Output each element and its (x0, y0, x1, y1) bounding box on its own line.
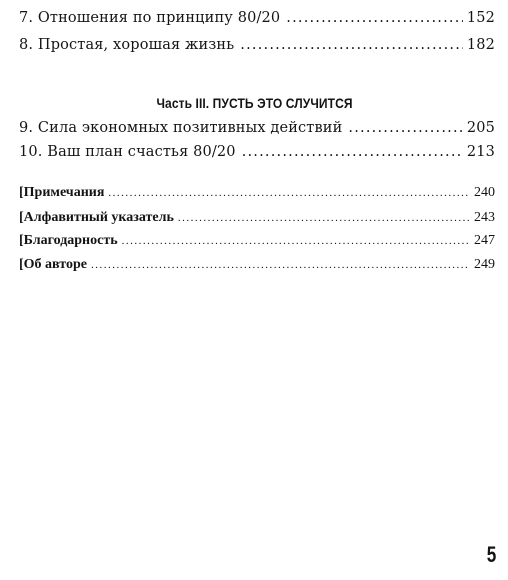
toc-entry-title: 9. Сила экономных позитивных действий (19, 120, 343, 136)
toc-entry-title: 8. Простая, хорошая жизнь (19, 37, 235, 53)
toc-entry-acknowledgements (19, 233, 495, 249)
toc-entry-title: [Алфавитный указатель (19, 210, 174, 225)
toc-entry-title: 7. Отношения по принципу 80/20 (19, 10, 281, 26)
toc-entry-index (19, 210, 495, 226)
toc-entry-title: [Примечания (19, 185, 105, 200)
toc-entry-page: 240 (474, 185, 495, 200)
dot-leader (91, 259, 470, 271)
toc-entry-chapter-9 (19, 120, 495, 136)
toc-entry-page: 249 (474, 257, 495, 272)
toc-entry-page: 247 (474, 233, 495, 248)
page-number: 5 (486, 542, 496, 567)
toc-entry-title: 10. Ваш план счастья 80/20 (19, 144, 236, 160)
dot-leader (240, 37, 463, 53)
toc-entry-title: [Об авторе (19, 257, 87, 272)
dot-leader (108, 187, 470, 199)
toc-entry-chapter-7 (19, 10, 495, 26)
toc-entry-page: 205 (466, 120, 495, 136)
toc-entry-page: 243 (474, 210, 495, 225)
part-heading: Часть III. ПУСТЬ ЭТО СЛУЧИТСЯ (156, 95, 353, 111)
toc-entry-about-author (19, 257, 495, 273)
toc-entry-notes (19, 185, 495, 201)
dot-leader (348, 120, 462, 136)
toc-entry-page: 152 (466, 10, 495, 26)
dot-leader (178, 212, 470, 224)
toc-entry-chapter-8 (19, 37, 495, 53)
toc-entry-page: 213 (466, 144, 495, 160)
dot-leader (122, 235, 470, 247)
toc-entry-chapter-10 (19, 144, 495, 160)
dot-leader (242, 144, 463, 160)
toc-entry-page: 182 (466, 37, 495, 53)
dot-leader (286, 10, 463, 26)
toc-entry-title: [Благодарность (19, 233, 118, 248)
